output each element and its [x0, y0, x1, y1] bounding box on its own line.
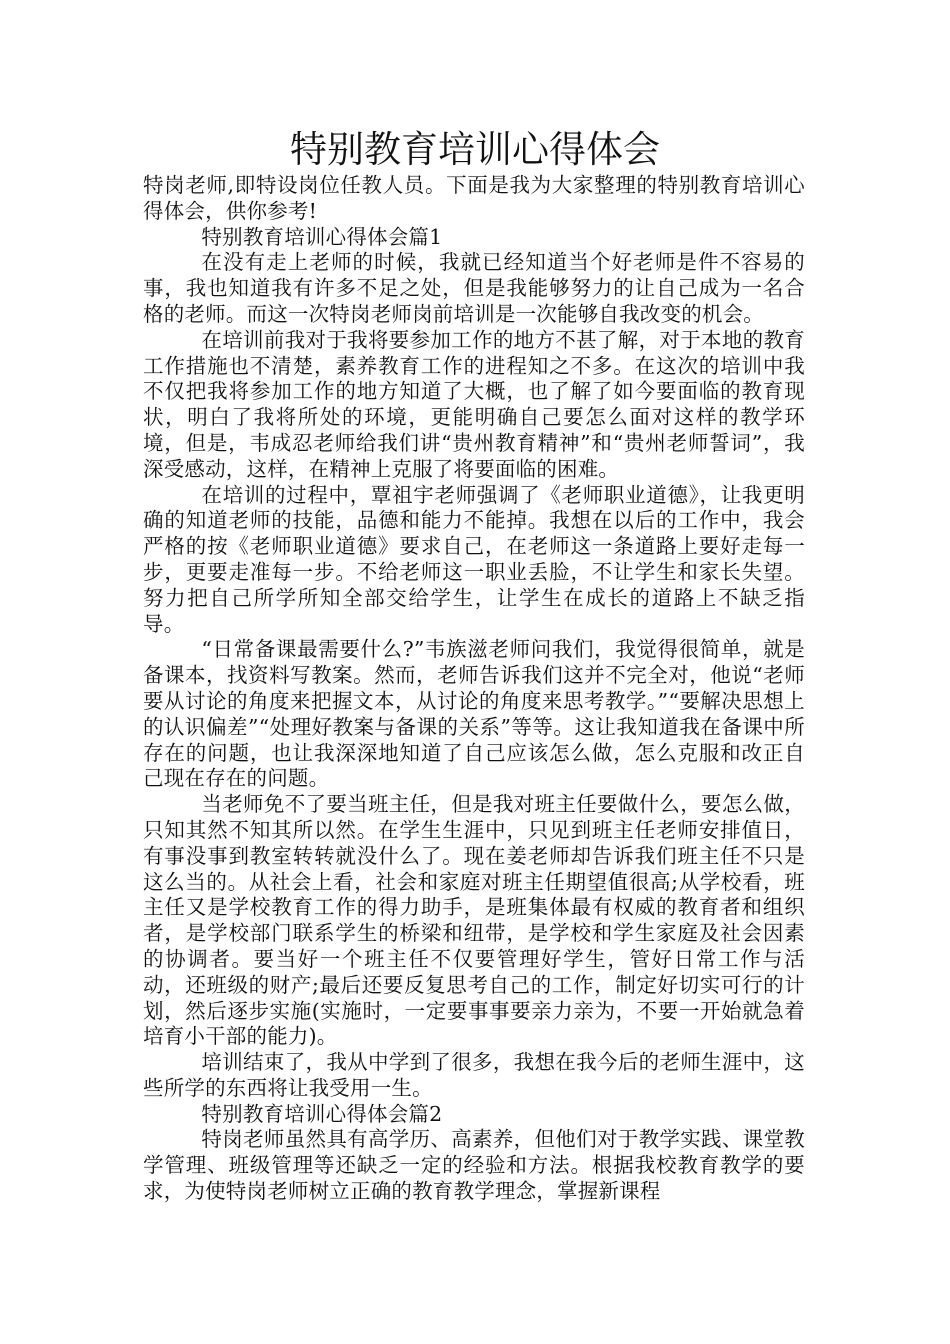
paragraph: 特别教育培训心得体会篇2	[201, 1101, 443, 1126]
paragraph: “日常备课最需要什么?”韦族滋老师问我们，我觉得很简单，就是备课本，找资料写教案。然而，老师告诉我们这并不完全对，他说“老师要从讨论的角度来把握文本，从讨论的角度来思考教学。”“要解决思想上的认识偏差”“处理好教案与备课的关系”等等。这让我知道我在备课中所存在的问题，也让我深深地知道了自己应该怎么做，怎么克服和改正自己现在存在的问题。	[143, 637, 805, 791]
document-body	[143, 173, 805, 1205]
paragraph: 培训结束了，我从中学到了很多，我想在我今后的老师生涯中，这些所学的东西将让我受用一生。	[143, 1050, 805, 1100]
document-title: 特别教育培训心得体会	[290, 128, 660, 171]
paragraph: 在培训前我对于我将要参加工作的地方不甚了解，对于本地的教育工作措施也不清楚，素养教育工作的进程知之不多。在这次的培训中我不仅把我将参加工作的地方知道了大概，也了解了如今要面临的教育现状，明白了我将所处的环境，更能明确自己要怎么面对这样的教学环境，但是，韦成忍老师给我们讲“贵州教育精神”和“贵州老师誓词”，我深受感动，这样，在精神上克服了将要面临的困难。	[143, 327, 805, 481]
paragraph: 特别教育培训心得体会篇1	[201, 224, 443, 249]
paragraph: 在没有走上老师的时候，我就已经知道当个好老师是件不容易的事，我也知道我有许多不足之处，但是我能够努力的让自己成为一名合格的老师。而这一次特岗老师岗前培训是一次能够自我改变的机会。	[143, 250, 805, 326]
paragraph: 特岗老师虽然具有高学历、高素养，但他们对于教学实践、课堂教学管理、班级管理等还缺乏一定的经验和方法。根据我校教育教学的要求，为使特岗老师树立正确的教育教学理念，掌握新课程	[143, 1127, 805, 1204]
paragraph: 在培训的过程中，覃祖宇老师强调了《老师职业道德》，让我更明确的知道老师的技能，品德和能力不能掉。我想在以后的工作中，我会严格的按《老师职业道德》要求自己，在老师这一条道路上要好走每一步，更要走准每一步。不给老师这一职业丢脸，不让学生和家长失望。努力把自己所学所知全部交给学生，让学生在成长的道路上不缺乏指导。	[143, 482, 805, 636]
paragraph: 特岗老师,即特设岗位任教人员。下面是我为大家整理的特别教育培训心得体会，供你参考!	[143, 173, 805, 223]
paragraph: 当老师免不了要当班主任，但是我对班主任要做什么，要怎么做，只知其然不知其所以然。在学生生涯中，只见到班主任老师安排值日，有事没事到教室转转就没什么了。现在姜老师却告诉我们班主任不只是这么当的。从社会上看，社会和家庭对班主任期望值很高;从学校看，班主任又是学校教育工作的得力助手，是班集体最有权威的教育者和组织者，是学校部门联系学生的桥梁和纽带，是学校和学生家庭及社会因素的协调者。要当好一个班主任不仅要管理好学生，管好日常工作与活动，还班级的财产;最后还要反复思考自己的工作，制定好切实可行的计划，然后逐步实施(实施时，一定要事事要亲力亲为，不要一开始就急着培育小干部的能力)。	[143, 792, 805, 1049]
